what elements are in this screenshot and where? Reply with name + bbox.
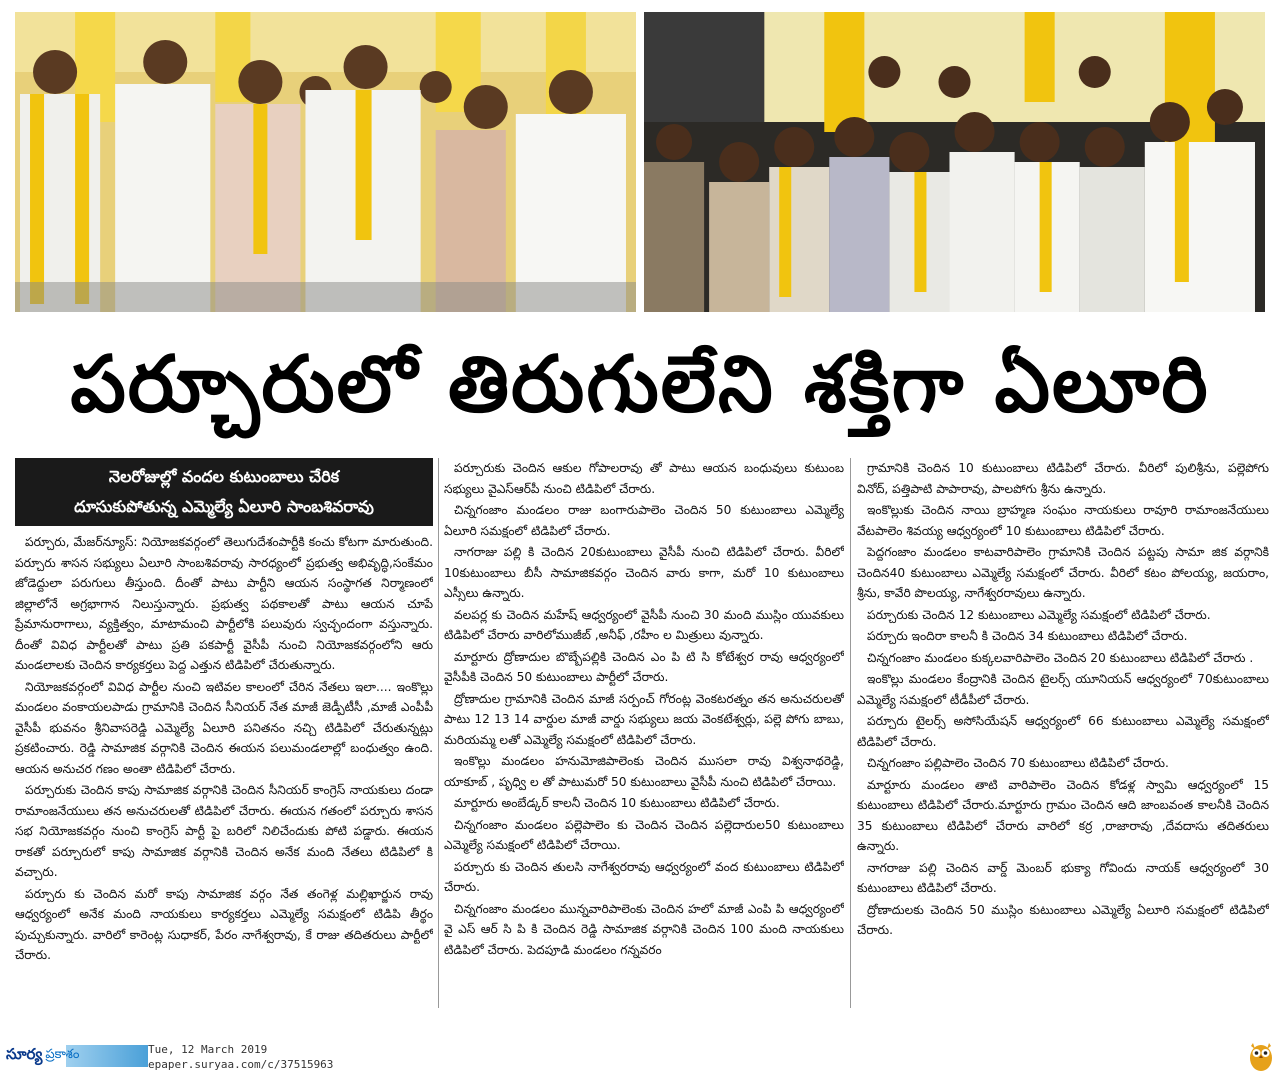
epaper-meta — [148, 1042, 333, 1072]
paragraph: పెద్దగంజాం మండలం కాటవారిపాలెం గ్రామానికి చెందిన పట్టపు సామా జిక వర్గానికి చెందిన40 కుటుంబాలు ఎమ్మెల్యే సమక్షంలో చేరారు. వీరిలో కటం పోలయ్య, జయరాం, శ్రీను, కావేరి పొలయ్య, నాగేశ్వరరావులు ఉన్నారు. — [857, 545, 1269, 600]
paragraph: ఇంకొల్లు మండలం కేంద్రానికి చెందిన టైలర్స్ యూనియన్ ఆధ్వర్యంలో 70కుటుంబాలు ఎమ్మెల్యే సమక్షంలో టీడీపీలో చేరారు. — [857, 672, 1269, 707]
paragraph: పర్చూరు కు చెందిన మరో కాపు సామాజిక వర్గం నేత తంగెళ్ల మల్లిఖార్జున రావు ఆధ్వర్యంలో అనేక మంది నాయకులు కార్యకర్తలు ఎమ్మెల్యే సమక్షంలో టిడిపి తీర్థం పుచ్చుకున్నారు. వారిలో కారెంట్ల సుధాకర్, పేరం నాగేశ్వరావు, కే రాజు తదితరులు పార్టీలో చేరారు. — [15, 886, 433, 962]
paragraph: పర్చూరుకు చెందిన ఆకుల గోపాలరావు తో పాటు ఆయన బంధువులు కుటుంబ సభ్యులు వైఎస్‌ఆర్‌పీ నుంచి టిడిపిలో చేరారు. — [444, 461, 844, 496]
subheadline-deck — [15, 458, 433, 526]
deck-line-1: నెలరోజుల్లో వందల కుటుంబాలు చేరిక — [108, 467, 340, 486]
deck-line-2: దూసుకుపోతున్న ఎమ్మెల్యే ఏలూరి సాంబశివరావు — [74, 497, 374, 516]
paragraph: మార్టూరు మండలం తాటి వారిపాలెం చెందిన కోడళ్ల స్వామి ఆధ్వర్యంలో 15 కుటుంబాలు టిడిపిలో చేరారు.మార్టూరు గ్రామం చెందిన ఆది జాంబవంత కాలనీకి చెందిన 35 కుటుంబాలు టిడిపిలో చేరారు వారిలో కర్ర ,రాజారావు ,దేవదాసు తదితరులు ఉన్నారు. — [857, 777, 1269, 853]
paragraph: చిన్నగంజాం పల్లిపాలెం చెందిన 70 కుటుంబాలు టిడిపిలో చేరారు. — [867, 756, 1169, 770]
paragraph: ఇంకొల్లుకు చెందిన నాయి బ్రాహ్మణ సంఘం నాయకులు రావూరి రామాంజనేయులు వేటపాలెం శివయ్య ఆధ్వర్యంలో 10 కుటుంబాలు టిడిపిలో చేరారు. — [857, 503, 1269, 538]
paragraph: నాగరాజు పల్లి కి చెందిన 20కుటుంబాలు వైసీపీ నుంచి టిడిపిలో చేరారు. వీరిలో 10కుటుంబాలు బీసీ సామాజికవర్గం చెందిన వారు కాగా, మరో 10 కుటుంబాలు ఎస్సీలు ఉన్నారు. — [444, 545, 844, 600]
paragraph: వలపర్ల కు చెందిన మహేష్ ఆధ్వర్యంలో వైసీపీ నుంచి 30 మంది ముస్లిం యువకులు టిడిపిలో చేరారు వారిలోముజీబ్ ,అనీఫ్ ,రహీం ల మిత్రులు వున్నారు. — [444, 607, 844, 642]
paragraph: ద్రోణాదులకు చెందిన 50 ముస్లిం కుటుంబాలు ఎమ్మెల్యే ఏలూరి సమక్షంలో టిడిపిలో చేరారు. — [857, 902, 1269, 937]
photo-right-image — [644, 12, 1265, 312]
publish-date: Tue, 12 March 2019 — [148, 1043, 268, 1056]
paragraph: గ్రామానికి చెందిన 10 కుటుంబాలు టిడిపిలో చేరారు. వీరిలో పులిశ్రీను, పల్లెపోగు వినోద్, పత్తిపాటి పాపారావు, పాలపోగు శ్రీను ఉన్నారు. — [857, 461, 1269, 496]
photo-strip — [15, 12, 1265, 312]
brand-edition: ప్రకాశం — [45, 1047, 80, 1062]
footer — [0, 1040, 1280, 1075]
paragraph: చిన్నగంజాం మండలం రాజు బంగారుపాలెం చెందిన 50 కుటుంబాలు ఎమ్మెల్యే ఏలూరి సమక్షంలో టిడిపిలో చేరారు. — [444, 503, 844, 538]
headline: పర్చూరులో తిరుగులేని శక్తిగా ఏలూరి — [70, 340, 1210, 430]
news-photo-right — [644, 12, 1265, 312]
paragraph: పర్చూరుకు చెందిన 12 కుటుంబాలు ఎమ్మెల్యే సమక్షంలో టిడిపిలో చేరారు. — [867, 607, 1211, 622]
article-column-3 — [857, 458, 1269, 1014]
article-column-2 — [444, 458, 844, 1014]
owl-icon — [1248, 1040, 1274, 1072]
paragraph: పర్చూరు, మేజర్‌న్యూస్: నియోజకవర్గంలో తెలుగుదేశంపార్టీకి కంచు కోటగా మారుతుంది. పర్చూరు శాసన సభ్యులు ఏలూరి సాంబశివరావు సారధ్యంలో ప్రభుత్వ అభివృద్ధి,సంకేమం జోడెద్దులా పరుగులు తీస్తుంది. దీంతో పాటు పార్టీని ఆయన సంస్థాగత నిర్మాణంలో జిల్లాలోనే అగ్రభాగాన నిలుస్తున్నారు. ప్రభుత్వ పథకాలతో పాటు ఆయన చూపే ప్రేమానురాగాలు, వ్యక్తిత్వం, మాటామంచి పార్టీలోకి పలువురు స్వచ్ఛందంగా వస్తున్నారు. దీంతో వివిధ పార్టీలతో పాటు ప్రతి పకపార్టీ వైసీపీ నుంచి నియోజకవర్గంలోని ఆరు మండలాలకు చెందిన కార్యకర్తలు పెద్ద ఎత్తున టిడిపిలో చేరుతున్నారు. — [15, 535, 433, 672]
paragraph: చిన్నగంజాం మండలం కుక్కలవారిపాలెం చెందిన 20 కుటుంబాలు టిడిపిలో చేరారు . — [867, 650, 1254, 665]
epaper-url[interactable]: epaper.suryaa.com/c/37515963 — [148, 1058, 334, 1071]
article-column-1 — [15, 458, 433, 1014]
paragraph: పర్చూరుకు చెందిన కాపు సామాజిక వర్గానికి చెందిన సీనియర్ కాంగ్రెస్ నాయకులు దండా రామాంజనేయులు తన అనుచరులతో టిడిపిలో చేరారు. ఈయన గతంలో పర్చూరు శాసన సభ నియోజకవర్గం నుంచి కాంగ్రెస్ పార్టీ పై బరిలో నిలిచేందుకు పోటి పడ్డారు. ఈయన రాకతో పర్చూరులో కాపు సామాజిక వర్గానికి చెందిన అనేక మంది నేతలు టిడిపిలో కి వచ్చారు. — [15, 783, 433, 879]
column-divider — [438, 458, 439, 1008]
paragraph: మార్టూరు ద్రోణాదుల బొబ్బేపల్లికి చెందిన ఎం పి టి సి కోటేశ్వర రావు ఆధ్వర్యంలో వైసీపీకి చెందిన 50 కుటుంబాలు పార్టీలో చేరారు. — [444, 649, 844, 684]
paragraph: చిన్నగంజాం మండలం పల్లెపాలెం కు చెందిన చెందిన పల్లెదారుల50 కుటుంబాలు ఎమ్మెల్యే సమక్షంలో టిడిపిలో చేరాయి. — [444, 817, 844, 852]
photo-left-image — [15, 12, 636, 312]
paragraph: మార్టూరు అంబేడ్కర్ కాలనీ చెందిన 10 కుటుంబాలు టిడిపిలో చేరారు. — [454, 796, 780, 810]
paragraph: చిన్నగంజాం మండలం మున్నవారిపాలెంకు చెందిన హలో మాజీ ఎంపి పి ఆధ్వర్యంలో వై ఎస్ ఆర్ సి పి కి చెందిన రెడ్డి సామాజిక వర్గానికి చెందిన 100 మంది నాయకులు టిడిపిలో చేరారు. పెదపూడి మండలం గన్నవరం — [444, 901, 844, 957]
column-divider — [850, 458, 851, 1008]
brand-name: సూర్య — [6, 1045, 43, 1063]
paragraph: పర్చూరు టైలర్స్ అసోసియేషన్ ఆధ్వర్యంలో 66 కుటుంబాలు ఎమ్మెల్యే సమక్షంలో టిడిపిలో చేరారు. — [857, 714, 1269, 749]
publication-logo[interactable] — [6, 1042, 142, 1070]
paragraph: ద్రోణాదుల గ్రామానికి చెందిన మాజీ సర్పంచ్ గోరంట్ల వెంకటరత్నం తన అనుచరులతో పాటు 12 13 14 వార్డుల మాజీ వార్డు సభ్యులు జయ వెంకటేశ్వర్లు, పల్లె పోగు బాబు, మరియమ్మ లతో ఎమ్మెల్యే సమక్షంలో టిడిపిలో చేరారు. — [444, 691, 844, 747]
paragraph: ఇంకొల్లు మండలం హనుమోజిపాలెంకు చెందిన ముసలా రావు విశ్వనాథరెడ్డి, యాకూబ్ , పృధ్వి ల తో పాటుమరో 50 కుటుంబాలు వైసీపీ నుంచి టిడిపిలో చేరాయి. — [444, 754, 844, 789]
paragraph: నియోజకవర్గంలో వివిధ పార్టీల నుంచి ఇటివల కాలంలో చేరిన నేతలు ఇలా.... ఇంకొల్లు మండలం వంకాయలపాడు గ్రామానికి చెందిన సీనియర్ నేత మాజీ జెడ్పీటీసీ ,మాజీ ఎంపీపీ వైసీపీ భువనం శ్రీనివాసరెడ్డి ఎమ్మెల్యే ఏలూరి పనితనం నచ్చి టిడిపిలో చేరుతున్నట్లు ప్రకటించారు. రెడ్డి సామాజిక వర్గానికి చెందిన ఈయన పలుమండలాల్లో బంధుత్వం ఉంది. ఆయన అనుచర గణం అంతా టిడిపిలో చేరారు. — [15, 679, 433, 776]
news-photo-left — [15, 12, 636, 312]
paragraph: నాగరాజు పల్లి చెందిన వార్డ్ మెంబర్ భుక్యా గోవిందు నాయక్ ఆధ్వర్యంలో 30 కుటుంబాలు టిడిపిలో చేరారు. — [857, 860, 1269, 895]
paragraph: పర్చూరు ఇందిరా కాలనీ కి చెందిన 34 కుటుంబాలు టిడిపిలో చేరారు. — [867, 629, 1188, 643]
paragraph: పర్చూరు కు చెందిన తులసి నాగేశ్వరరావు ఆధ్వర్యంలో వంద కుటుంబాలు టిడిపిలో చేరారు. — [444, 859, 844, 894]
